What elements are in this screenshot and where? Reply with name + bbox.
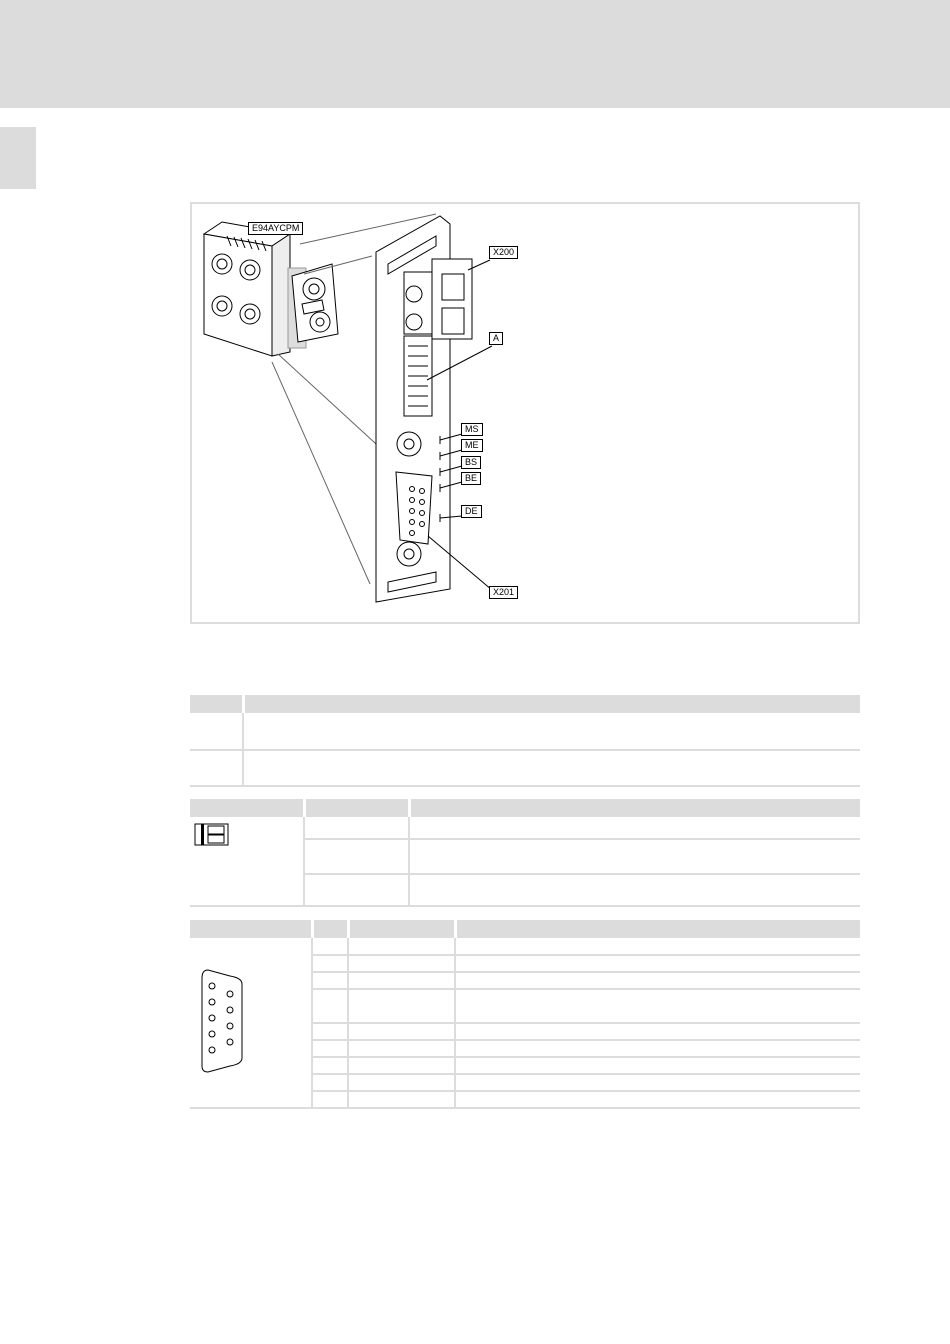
terminal-cell: [304, 817, 409, 839]
pin-header: [455, 920, 860, 938]
legend-cell: [243, 750, 860, 786]
pin-cell: [312, 1074, 348, 1091]
callout-bs: BS: [461, 456, 481, 469]
page-header-band: [0, 0, 950, 108]
pin-cell: [348, 955, 455, 972]
terminal-header: [409, 799, 860, 817]
pin-cell: [455, 938, 860, 955]
pin-cell: [455, 1074, 860, 1091]
terminal-cell: [304, 839, 409, 874]
terminal-cell: [409, 839, 860, 874]
sub-d-9-pin-icon: [200, 968, 244, 1074]
module-front-plate: [376, 216, 472, 602]
pin-cell: [348, 1091, 455, 1108]
pin-cell: [455, 1057, 860, 1074]
legend-header-desc: [243, 695, 860, 713]
pin-cell: [455, 1023, 860, 1040]
callout-module: E94AYCPM: [248, 222, 303, 235]
pin-cell: [348, 938, 455, 955]
terminal-header: [304, 799, 409, 817]
pin-cell: [312, 1057, 348, 1074]
pin-cell: [348, 1057, 455, 1074]
pin-header: [348, 920, 455, 938]
pin-cell: [455, 1091, 860, 1108]
callout-me: ME: [461, 439, 483, 452]
terminal-cell: [304, 874, 409, 906]
pin-cell: [455, 972, 860, 989]
legend-table: [190, 695, 860, 787]
pin-cell: [348, 1074, 455, 1091]
pin-cell: [455, 1040, 860, 1057]
module-thumbnail-icon: [204, 222, 338, 356]
pin-cell: [312, 1091, 348, 1108]
legend-cell: [243, 713, 860, 750]
pin-header: [190, 920, 312, 938]
callout-ms: MS: [461, 423, 483, 436]
pin-cell: [455, 989, 860, 1023]
terminal-cell: [409, 817, 860, 839]
pin-cell: [348, 989, 455, 1023]
pin-cell: [348, 1023, 455, 1040]
module-figure: [190, 202, 860, 624]
pin-cell: [312, 1040, 348, 1057]
pin-cell: [455, 955, 860, 972]
module-drawing: [192, 204, 862, 626]
terminal-table: [190, 799, 860, 907]
pin-cell: [348, 972, 455, 989]
callout-be: BE: [461, 472, 481, 485]
pin-icon-cell: [190, 938, 312, 1108]
legend-cell: [190, 750, 243, 786]
pin-header: [312, 920, 348, 938]
pin-cell: [312, 989, 348, 1023]
pin-cell: [312, 1023, 348, 1040]
legend-cell: [190, 713, 243, 750]
pin-cell: [312, 972, 348, 989]
terminal-header: [190, 799, 304, 817]
pin-cell: [348, 1040, 455, 1057]
callout-x200: X200: [489, 246, 518, 259]
pin-cell: [312, 938, 348, 955]
callout-de: DE: [461, 505, 482, 518]
terminal-icon-cell: [190, 817, 304, 906]
callout-a: A: [489, 332, 503, 345]
pin-cell: [312, 955, 348, 972]
chapter-tab: [0, 127, 36, 189]
legend-header-pos: [190, 695, 243, 713]
callout-x201: X201: [489, 586, 518, 599]
terminal-cell: [409, 874, 860, 906]
two-pole-terminal-icon: [194, 823, 232, 847]
pin-table: [190, 920, 860, 1109]
